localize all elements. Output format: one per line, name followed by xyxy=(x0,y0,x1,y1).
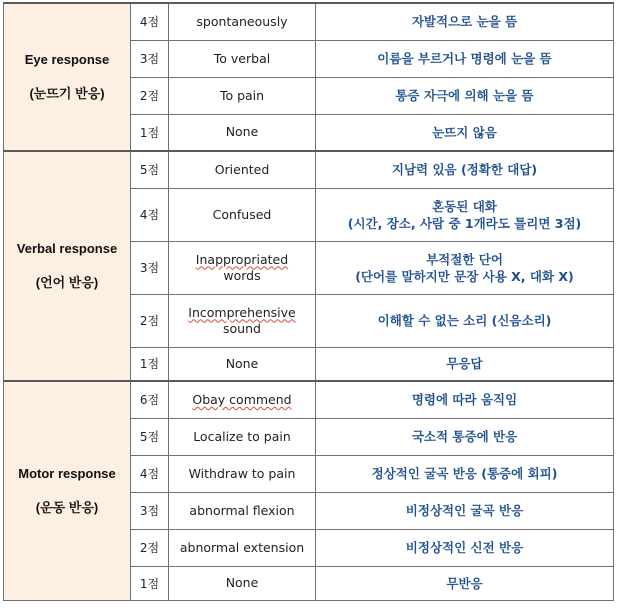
category-label: Eye response xyxy=(24,52,110,67)
criterion-cell: Oriented xyxy=(169,151,316,188)
description-cell: 국소적 통증에 반응 xyxy=(316,418,614,455)
criterion-text: Obay commend xyxy=(192,391,292,407)
criterion-cell: Confused xyxy=(169,188,316,241)
description-cell: 이름을 부르거나 명령에 눈을 뜸 xyxy=(316,40,614,77)
description-cell: 정상적인 굴곡 반응 (통증에 회피) xyxy=(316,455,614,492)
score-cell: 3점 xyxy=(131,241,169,294)
description-cell xyxy=(316,241,614,294)
description-line: 혼동된 대화 xyxy=(432,198,497,214)
criterion-cell: spontaneously xyxy=(169,3,316,40)
score-cell: 3점 xyxy=(131,40,169,77)
description-cell xyxy=(316,188,614,241)
criterion-cell: None xyxy=(169,566,316,600)
category-label: Motor response xyxy=(18,465,116,481)
score-cell: 1점 xyxy=(131,566,169,600)
category-eye-response xyxy=(4,3,131,151)
table-row xyxy=(4,3,614,40)
gcs-table-container xyxy=(3,2,613,601)
criterion-cell: Withdraw to pain xyxy=(169,455,316,492)
description-cell: 비정상적인 신전 반응 xyxy=(316,529,614,566)
criterion-cell xyxy=(169,241,316,294)
category-verbal-response xyxy=(4,151,131,381)
criterion-line-2: words xyxy=(223,267,261,283)
category-sublabel: (눈뜨기 반응) xyxy=(29,86,105,101)
description-cell: 지남력 있음 (정확한 대답) xyxy=(316,151,614,188)
category-motor-response xyxy=(4,381,131,600)
gcs-table xyxy=(3,2,614,601)
score-cell: 4점 xyxy=(131,3,169,40)
table-row xyxy=(4,151,614,188)
description-cell: 무반응 xyxy=(316,566,614,600)
category-sublabel: (언어 반응) xyxy=(35,275,99,290)
description-cell: 눈뜨지 않음 xyxy=(316,114,614,151)
score-cell: 5점 xyxy=(131,151,169,188)
criterion-cell: None xyxy=(169,114,316,151)
criterion-cell: abnormal extension xyxy=(169,529,316,566)
score-cell: 2점 xyxy=(131,529,169,566)
criterion-line-2: sound xyxy=(223,320,261,336)
score-cell: 2점 xyxy=(131,294,169,347)
score-cell: 6점 xyxy=(131,381,169,418)
category-label: Verbal response xyxy=(16,241,118,256)
description-note: (단어를 말하지만 문장 사용 X, 대화 X) xyxy=(355,268,574,284)
description-cell: 무응답 xyxy=(316,347,614,381)
description-cell: 자발적으로 눈을 뜸 xyxy=(316,3,614,40)
category-sublabel: (운동 반응) xyxy=(35,499,99,515)
criterion-cell: abnormal flexion xyxy=(169,492,316,529)
description-line: 부적절한 단어 xyxy=(426,251,503,267)
criterion-cell xyxy=(169,294,316,347)
score-cell: 3점 xyxy=(131,492,169,529)
criterion-cell: None xyxy=(169,347,316,381)
description-cell: 비정상적인 굴곡 반응 xyxy=(316,492,614,529)
criterion-cell: To verbal xyxy=(169,40,316,77)
description-cell: 통증 자극에 의해 눈을 뜸 xyxy=(316,77,614,114)
criterion-line: Incomprehensive xyxy=(188,304,296,320)
criterion-cell: To pain xyxy=(169,77,316,114)
description-cell: 명령에 따라 움직임 xyxy=(316,381,614,418)
score-cell: 4점 xyxy=(131,455,169,492)
table-row xyxy=(4,381,614,418)
criterion-cell: Localize to pain xyxy=(169,418,316,455)
score-cell: 4점 xyxy=(131,188,169,241)
description-note: (시간, 장소, 사람 중 1개라도 틀리면 3점) xyxy=(347,215,582,231)
criterion-cell xyxy=(169,381,316,418)
criterion-line: Inappropriated xyxy=(195,251,289,267)
description-cell: 이해할 수 없는 소리 (신음소리) xyxy=(316,294,614,347)
score-cell: 2점 xyxy=(131,77,169,114)
score-cell: 5점 xyxy=(131,418,169,455)
score-cell: 1점 xyxy=(131,114,169,151)
score-cell: 1점 xyxy=(131,347,169,381)
